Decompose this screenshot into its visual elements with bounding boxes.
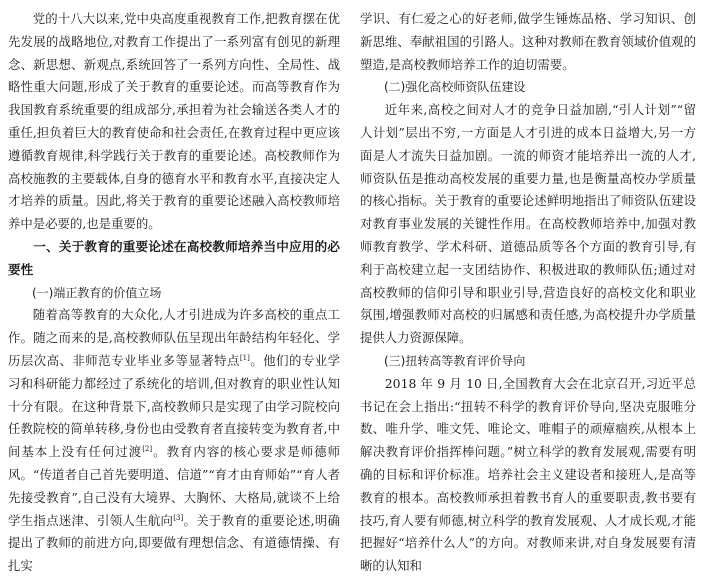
body-paragraph: 2018 年 9 月 10 日,全国教育大会在北京召开,习近平总书记在会上指出:“扭转不科学的教育评价导向,坚决克服唯分数、唯升学、唯文凭、唯论文、唯帽子的顽瘴痼疾,从根本上解决教育评价指挥棒问题。”树立科学的教育发展观,需要有明确的目标和评价标准。培养社会主义建设者和接班人,是高等教育的根本。高校教师承担着教书育人的重要职责,教书要有技巧,育人要有师德,树立科学的教育发展观、人才成长观,才能把握好“培养什么人”的方向。对教师来讲,对自身发展要有清晰的认知和 xyxy=(360,375,696,574)
paragraph-text: 随着高等教育的大众化,人才引进成为许多高校的重点工作。随之而来的是,高校教师队伍呈现出年龄结构年轻化、学历层次高、非师范专业毕业多等显著特点 xyxy=(8,307,340,368)
intro-paragraph: 党的十八大以来,党中央高度重视教育工作,把教育摆在优先发展的战略地位,对教育工作提出了一系列富有创见的新理念、新思想、新观点,系统回答了一系列方向性、全局性、战略性重大问题,形成了关于教育的重要论述。而高等教育作为我国教育系统重要的组成部分,承担着为社会输送各类人才的重任,担负着巨大的教育使命和社会责任,在教育过程中更应该遵循教育规律,科学践行关于教育的重要论述。高校教师作为高校施教的主要载体,自身的德育水平和教育水平,直接决定人才培养的质量。因此,将关于教育的重要论述融入高校教师培养中是必要的,也是重要的。 xyxy=(8,11,340,232)
body-paragraph xyxy=(8,304,340,578)
subsection-heading: (三)扭转高等教育评价导向 xyxy=(384,353,526,368)
subsection-heading: (二)强化高校师资队伍建设 xyxy=(384,80,526,95)
paragraph-text: 。教育内容的核心要求是师德师风。“传道者自己首先要明道、信道”“育才由育师始”“育人者先接受教育”,自己没有大境界、大胸怀、大格局,就谈不上给学生指点迷津、引领人生航向 xyxy=(8,444,341,528)
section-heading: 一、关于教育的重要论述在高校教师培养当中应用的必要性 xyxy=(8,238,340,277)
body-paragraph: 近年来,高校之间对人才的竞争日益加剧,“引人计划”“留人计划”层出不穷,一方面是人才引进的成本日益增大,另一方面是人才流失日益加剧。一流的师资才能培养出一流的人才,师资队伍是推动高校发展的重要力量,也是衡量高校办学质量的核心指标。关于教育的重要论述鲜明地指出了师资队伍建设对教育事业发展的关键性作用。在高校教师培养中,加强对教师教育教学、学术科研、道德品质等各个方面的教育引导,有利于高校建立起一支团结协作、积极进取的教师队伍;通过对高校教师的信仰引导和职业引导,营造良好的高校文化和职业氛围,增强教师对高校的归属感和责任感,为高校提升办学质量提供人力资源保障。 xyxy=(360,102,696,346)
right-column xyxy=(360,8,696,578)
subsection-heading: (一)端正教育的价值立场 xyxy=(32,285,162,300)
citation-ref: [1] xyxy=(239,353,250,362)
paragraph-text: 。他们的专业学习和科研能力都经过了系统化的培训,但对教育的职业性认知十分有限。在这种背景下,高校教师只是实现了由学习院校向任教院校的简单转移,身份也由受教育者直接转变为教育者,中间基本上没有任何过渡 xyxy=(8,352,341,460)
paragraph-text: 。关于教育的重要论述,明确提出了教师的前进方向,即要做有理想信念、有道德情操、有扎实 xyxy=(8,512,340,574)
left-column xyxy=(8,8,340,578)
citation-ref: [2] xyxy=(142,445,153,454)
citation-ref: [3] xyxy=(173,513,184,522)
continued-paragraph: 学识、有仁爱之心的好老师,做学生锤炼品格、学习知识、创新思维、奉献祖国的引路人。这种对教师在教育领域价值观的塑造,是高校教师培养工作的迫切需要。 xyxy=(360,11,696,72)
